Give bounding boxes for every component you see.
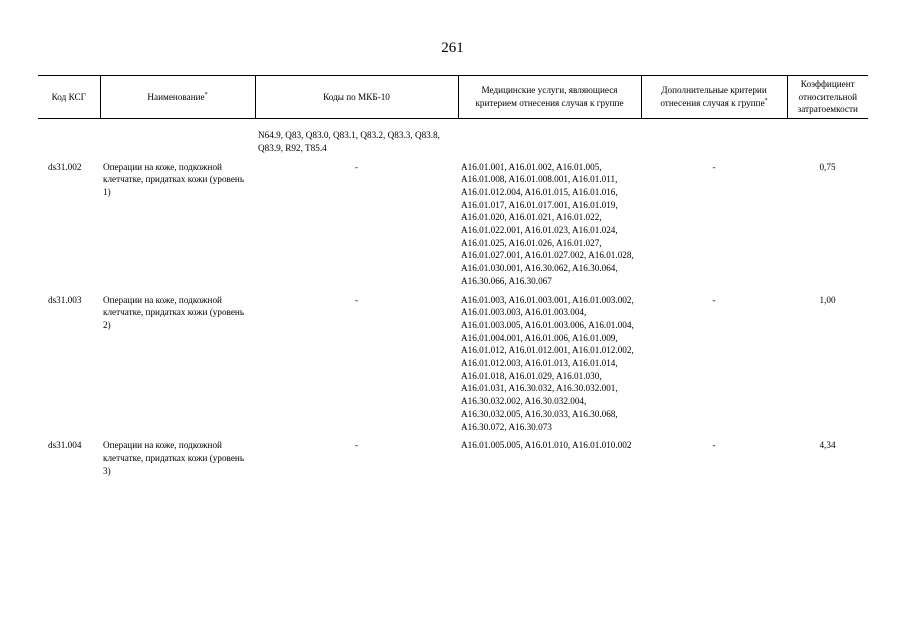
table-row	[38, 161, 868, 294]
cell-empty	[38, 119, 100, 161]
cell-code: ds31.002	[48, 161, 82, 172]
cell-criteria: -	[712, 161, 716, 172]
header-name	[100, 76, 255, 119]
header-coef: Коэффициент относительной затратоемкости	[787, 76, 868, 119]
header-criteria-footnote-mark: *	[764, 97, 768, 104]
table-row	[38, 439, 868, 483]
cell-empty	[641, 119, 787, 161]
cell-name: Операции на коже, подкожной клетчатке, придатках кожи (уровень 1)	[103, 161, 245, 197]
table-header-row	[38, 76, 868, 119]
cell-name: Операции на коже, подкожной клетчатке, придатках кожи (уровень 2)	[103, 294, 245, 330]
header-name-footnote-mark: *	[204, 91, 208, 98]
cell-icd: -	[354, 294, 359, 305]
cell-code: ds31.003	[48, 294, 82, 305]
cell-services: A16.01.001, A16.01.002, A16.01.005, A16.01.008, A16.01.008.001, A16.01.011, A16.01.012.004, A16.01.015, A16.01.016, A16.01.017, A16.01.017.001, A16.01.019, A16.01.020, A16.01.021, A16.01.022, A16.01.022.001, A16.01.023, A16.01.024, A16.01.025, A16.01.026, A16.01.027, A16.01.027.001, A16.01.027.002, A16.01.028, A16.01.030.001, A16.30.062, A16.30.064, A16.30.066, A16.30.067	[461, 161, 634, 286]
header-name-text: Наименование	[147, 91, 205, 102]
cell-empty	[100, 119, 255, 161]
header-icd: Коды по МКБ-10	[255, 76, 458, 119]
header-criteria	[641, 76, 787, 119]
cell-coef: 4,34	[819, 440, 836, 451]
table-row	[38, 294, 868, 440]
cell-services: A16.01.005.005, A16.01.010, A16.01.010.002	[461, 440, 632, 451]
cell-name: Операции на коже, подкожной клетчатке, придатках кожи (уровень 3)	[103, 440, 245, 476]
ksg-table	[38, 75, 868, 483]
header-criteria-text: Дополнительные критерии отнесения случая к группе	[660, 85, 767, 109]
cell-icd: N64.9, Q83, Q83.0, Q83.1, Q83.2, Q83.3, Q83.8, Q83.9, R92, T85.4	[258, 130, 440, 153]
header-services: Медицинские услуги, являющиеся критерием отнесения случая к группе	[458, 76, 641, 119]
cell-criteria: -	[712, 440, 716, 451]
cell-empty	[787, 119, 868, 161]
page-number: 261	[441, 40, 464, 56]
cell-coef: 1,00	[819, 294, 836, 305]
cell-icd: -	[354, 161, 359, 172]
cell-icd: -	[354, 440, 359, 451]
header-code: Код КСГ	[38, 76, 100, 119]
cell-criteria: -	[712, 294, 716, 305]
cell-services: A16.01.003, A16.01.003.001, A16.01.003.002, A16.01.003.003, A16.01.003.004, A16.01.003.005, A16.01.003.006, A16.01.004, A16.01.004.001, A16.01.006, A16.01.009, A16.01.012, A16.01.012.001, A16.01.012.002, A16.01.012.003, A16.01.013, A16.01.014, A16.01.018, A16.01.029, A16.01.030, A16.01.031, A16.30.032, A16.30.032.001, A16.30.032.002, A16.30.032.004, A16.30.032.005, A16.30.033, A16.30.068, A16.30.072, A16.30.073	[461, 294, 634, 432]
table-row-continuation	[38, 119, 868, 161]
cell-code: ds31.004	[48, 440, 82, 451]
cell-coef: 0,75	[819, 161, 836, 172]
cell-empty	[458, 119, 641, 161]
